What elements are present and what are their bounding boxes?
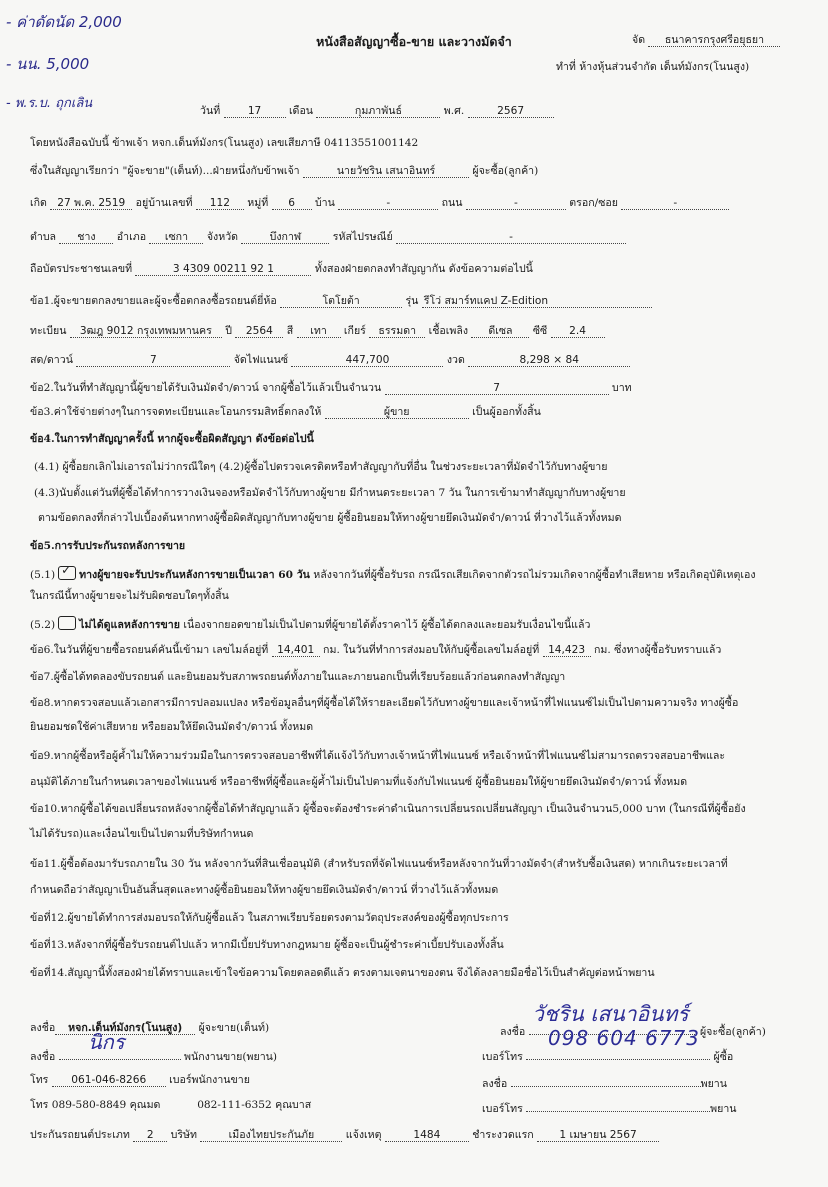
clause7-line: ข้อ7.ผู้ซื้อได้ทดลองขับรถยนต์ และยินยอมรับสภาพรถยนต์ทั้งภายในและภายนอกเป็นที่เรียบร้อยแล้วก่อนตกลงทำสัญญา — [30, 671, 566, 683]
clause6-line: ข้อ6.ในวันที่ผู้ขายซื้อรถยนต์คันนี้เข้ามา เลขไมล์อยู่ที่ 14,401 กม. ในวันที่ทำการส่งมอบให้กับผู้ซื้อเลขไมล์อยู่ที่ 14,423 กม. ซึ่งทางผู้ซื้อรับทราบแล้ว — [30, 644, 722, 656]
clause8-line2: ยินยอมชดใช้ค่าเสียหาย หรือยอมให้ยึดเงินมัดจำ/ดาวน์ ทั้งหมด — [30, 721, 314, 733]
clause5-option2: (5.2) ไม่ได้ดูแลหลังการขาย เนื่องจากยอดขายไม่เป็นไปตามที่ผู้ขายได้ตั้งราคาไว้ ผู้ซื้อได้ตกลงและยอมรับเงื่อนไขนี้แล้ว — [30, 616, 590, 632]
finance-company: ธนาคารกรุงศรีอยุธยา — [648, 33, 780, 47]
clause4-line2: (4.3)นับตั้งแต่วันที่ผู้ซื้อได้ทำการวางเงินจองหรือมัดจำไว้กับทางผู้ขาย มีกำหนดระยะเวลา 7 วัน ในการเข้ามาทำสัญญากับทางผู้ขาย — [34, 487, 626, 499]
clause10-line2: ไม่ได้รับรถ)และเงื่อนไขเป็นไปตามที่บริษัทกำหนด — [30, 828, 254, 840]
district-line: ตำบล ชาง อำเภอ เซกา จังหวัด บึงกาฬ รหัสไปรษณีย์ - — [30, 230, 626, 244]
clause8-line1: ข้อ8.หากตรวจสอบแล้วเอกสารมีการปลอมแปลง หรือข้อมูลอื่นๆที่ผู้ซื้อได้ให้รายละเอียดไว้กับทางผู้ขายและเจ้าหน้าที่ไฟแนนซ์ไม่เป็นไปตามความจริง ทางผู้ซื้อ — [30, 697, 739, 709]
clause3-line: ข้อ3.ค่าใช้จ่ายต่างๆในการจดทะเบียนและโอนกรรมสิทธิ์ตกลงให้ ผู้ขาย เป็นผู้ออกทั้งสิ้น — [30, 406, 541, 418]
clause12-line: ข้อที่12.ผู้ขายได้ทำการส่งมอบรถให้กับผู้ซื้อแล้ว ในสภาพเรียบร้อยตรงตามวัตถุประสงค์ของผู้ซื้อทุกประการ — [30, 912, 509, 924]
buyer-phone-line: เบอร์โทร ผู้ซื้อ — [482, 1046, 733, 1064]
date-year: 2567 — [468, 104, 554, 118]
insurance-line: ประกันรถยนต์ประเภท 2 บริษัท เมืองไทยประกันภัย แจ้งเหตุ 1484 ชำระงวดแรก 1 เมษายน 2567 — [30, 1128, 659, 1142]
id-line: ถือบัตรประชาชนเลขที่ 3 4309 00211 92 1 ทั้งสองฝ่ายตกลงทำสัญญากัน ดังข้อความต่อไปนี้ — [30, 263, 533, 275]
margin-note-2: - นน. 5,000 — [6, 55, 90, 73]
date-line: วันที่ 17 เดือน กุมภาพันธ์ พ.ศ. 2567 — [200, 104, 554, 118]
office-phones-line: โทร 089-580-8849 คุณมด 082-111-6352 คุณบาส — [30, 1099, 312, 1111]
clause4-line3: ตามข้อตกลงที่กล่าวไปเบื้องต้นหากทางผู้ซื้อผิดสัญญากับทางผู้ขาย ผู้ซื้อยินยอมให้ทางผู้ขายยึดเงินมัดจำ/ดาวน์ ที่วางไว้แล้วทั้งหมด — [38, 512, 622, 524]
margin-note-1: - ค่าดัดนัด 2,000 — [6, 13, 122, 31]
finance-company-line: จัด ธนาคารกรุงศรีอยุธยา — [632, 33, 780, 47]
checkbox-option1: ✓ — [58, 566, 76, 580]
buyer-phone: 098 604 6773 — [548, 1026, 700, 1050]
checkbox-option2 — [58, 616, 76, 630]
witness2-line: เบอร์โทร พยาน — [482, 1098, 737, 1116]
buyer-signature-line: ลงชื่อ ผู้จะซื้อ(ลูกค้า) — [500, 1021, 766, 1039]
finance-line: สด/ดาวน์ 7 จัดไฟแนนซ์ 447,700 งวด 8,298 × 84 — [30, 353, 630, 367]
staff-signature: นิกร — [88, 1030, 125, 1054]
staff-signature-line: ลงชื่อ พนักงานขาย(พยาน) — [30, 1046, 277, 1064]
clause11-line2: กำหนดถือว่าสัญญาเป็นอันสิ้นสุดและทางผู้ซื้อยินยอมให้ทางผู้ขายยึดเงินมัดจำ/ดาวน์ ที่วางไว้แล้วทั้งหมด — [30, 884, 499, 896]
clause2-line: ข้อ2.ในวันที่ทำสัญญานี้ผู้ขายได้รับเงินมัดจำ/ดาวน์ จากผู้ซื้อไว้แล้วเป็นจำนวน 7 บาท — [30, 382, 632, 394]
buyer-name: นายวัชริน เสนาอินทร์ — [303, 164, 469, 178]
seller-name: หจก.เด็นท์มังกร(โนนสูง) — [55, 1021, 195, 1035]
date-day: 17 — [224, 104, 286, 118]
margin-note-3: - พ.ร.บ. ถุกเลิน — [6, 96, 93, 111]
clause4-line1: (4.1) ผู้ซื้อยกเลิกไม่เอารถไม่ว่ากรณีใดๆ (4.2)ผู้ซื้อไปตรวจเครดิตหรือทำสัญญากับที่อื่น ในช่วงระยะเวลาที่มัดจำไว้กับทางผู้ขาย — [34, 461, 608, 473]
birth-address-line: เกิด 27 พ.ค. 2519 อยู่บ้านเลขที่ 112 หมู่ที่ 6 บ้าน - ถนน - ตรอก/ซอย - — [30, 196, 729, 210]
clause9-line1: ข้อ9.หากผู้ซื้อหรือผู้ค้ำไม่ให้ความร่วมมือในการตรวจสอบอาชีพที่ได้แจ้งไว้กับทางเจ้าหน้าที่ไฟแนนซ์ หรือเจ้าหน้าที่ไฟแนนซ์ไม่สามารถตรวจสอบอาชีพและ — [30, 750, 726, 762]
staff-phone-line: โทร 061-046-8266 เบอร์พนักงานขาย — [30, 1074, 250, 1086]
intro-line: โดยหนังสือฉบับนี้ ข้าพเจ้า หจก.เด็นท์มังกร(โนนสูง) เลขเสียภาษี 04113551001142 — [30, 137, 419, 149]
clause11-line1: ข้อ11.ผู้ซื้อต้องมารับรถภายใน 30 วัน หลังจากวันที่สินเชื่ออนุมัติ (สำหรับรถที่จัดไฟแนนซ์หรือหลังจากวันที่วางมัดจำ(สำหรับซื้อเงินสด) หากเกินระยะเวลาที่ — [30, 858, 728, 870]
date-month: กุมภาพันธ์ — [316, 104, 440, 118]
party-line: ซึ่งในสัญญาเรียกว่า "ผู้จะขาย"(เต็นท์)...ฝ่ายหนึ่งกับข้าพเจ้า นายวัชริน เสนาอินทร์ ผู้จะซื้อ(ลูกค้า) — [30, 165, 539, 177]
clause1-line: ข้อ1.ผู้จะขายตกลงขายและผู้จะซื้อตกลงซื้อรถยนต์ยี่ห้อ โตโยต้า รุ่น รีโว่ สมาร์ทแคป Z-Edition — [30, 294, 652, 308]
clause10-line1: ข้อ10.หากผู้ซื้อได้ขอเปลี่ยนรถหลังจากผู้ซื้อได้ทำสัญญาแล้ว ผู้ซื้อจะต้องชำระค่าดำเนินการเปลี่ยนรถเปลี่ยนสัญญา เป็นเงินจำนวน5,000 บาท (ในกรณีที่ผู้ซื้อยัง — [30, 803, 746, 815]
clause5-heading: ข้อ5.การรับประกันรถหลังการขาย — [30, 540, 186, 552]
clause14-line: ข้อที่14.สัญญานี้ทั้งสองฝ่ายได้ทราบและเข้าใจข้อความโดยตลอดดีแล้ว ตรงตามเจตนาของตน จึงได้ลงลายมือชื่อไว้เป็นสำคัญต่อหน้าพยาน — [30, 967, 655, 979]
id-number: 3 4309 00211 92 1 — [135, 262, 311, 276]
place-line: ทำที่ ห้างหุ้นส่วนจำกัด เด็นท์มังกร(โนนสูง) — [556, 61, 750, 73]
seller-signature-line: ลงชื่อ หจก.เด็นท์มังกร(โนนสูง) ผู้จะขาย(เต็นท์) — [30, 1022, 270, 1034]
document-title: หนังสือสัญญาซื้อ-ขาย และวางมัดจำ — [316, 34, 512, 49]
clause13-line: ข้อที่13.หลังจากที่ผู้ซื้อรับรถยนต์ไปแล้ว หากมีเบี้ยปรับทางกฎหมาย ผู้ซื้อจะเป็นผู้ชำระค่าเบี้ยปรับเองทั้งสิ้น — [30, 939, 504, 951]
clause5-option1-line2: ในกรณีนี้ทางผู้ขายจะไม่รับผิดชอบใดๆทั้งสิ้น — [30, 590, 229, 602]
buyer-signature: วัชริน เสนาอินทร์ — [532, 1002, 689, 1026]
clause4-heading: ข้อ4.ในการทำสัญญาครั้งนี้ หากผู้จะซื้อผิดสัญญา ดังข้อต่อไปนี้ — [30, 433, 314, 445]
vehicle-line: ทะเบียน 3ฒฎ 9012 กรุงเทพมหานคร ปี 2564 สี เทา เกียร์ ธรรมดา เชื้อเพลิง ดีเซล ซีซี 2.4 — [30, 324, 605, 338]
clause5-option1: (5.1) ✓ ทางผู้ขายจะรับประกันหลังการขายเป็นเวลา 60 วัน หลังจากวันที่ผู้ซื้อรับรถ กรณีรถเสียเกิดจากตัวรถไม่รวมเกิดจากผู้ซื้อทำเสียหาย หรือเกิดอุบัติเหตุเอง — [30, 563, 756, 581]
witness1-line: ลงชื่อ พยาน — [482, 1073, 727, 1091]
clause9-line2: อนุมัติได้ภายในกำหนดเวลาของไฟแนนซ์ หรืออาชีพที่ผู้ซื้อและผู้ค้ำไม่เป็นไปตามที่แจ้งกับไฟแนนซ์ ผู้ซื้อยินยอมให้ผู้ขายยึดเงินมัดจำ/ดาวน์ ทั้งหมด — [30, 776, 688, 788]
